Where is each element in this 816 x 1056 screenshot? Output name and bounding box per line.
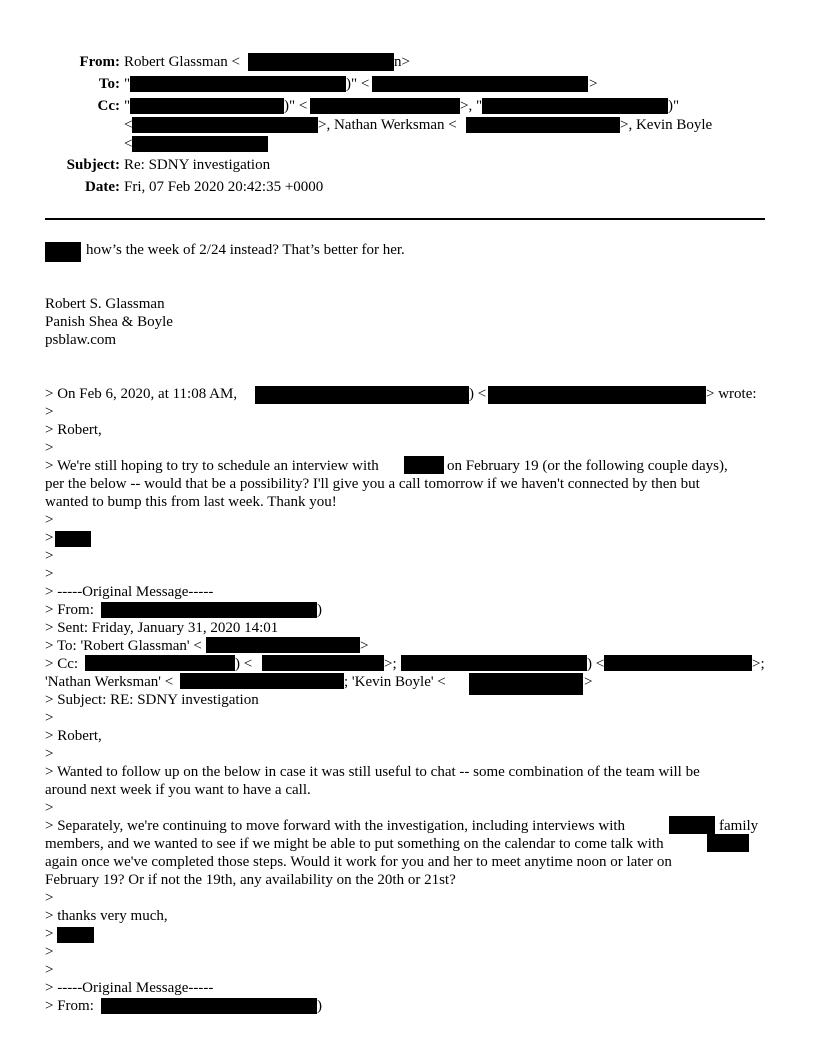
- to-quote: ": [124, 76, 131, 92]
- quote-sent: > Sent: Friday, January 31, 2020 14:01: [45, 620, 279, 636]
- quote-marker: >: [45, 926, 54, 942]
- quote-cc-sep3: ) <: [587, 656, 605, 672]
- quote-text: > Wanted to follow up on the below in case it was still useful to chat -- some combination of the team will be: [45, 764, 700, 780]
- quote-cc-end: >;: [752, 656, 765, 672]
- signature-site: psblaw.com: [45, 332, 117, 348]
- redaction-block: [130, 98, 284, 114]
- redaction-block: [401, 655, 587, 671]
- cc-sep2: >, ": [460, 98, 483, 114]
- quote-subject: > Subject: RE: SDNY investigation: [45, 692, 259, 708]
- quote-marker: >: [45, 566, 54, 582]
- quote-marker: >: [45, 962, 54, 978]
- redaction-block: [372, 76, 588, 92]
- original-message-marker: > -----Original Message-----: [45, 980, 214, 996]
- header-divider: [45, 218, 765, 220]
- quote-marker: >: [45, 710, 54, 726]
- quote-text: per the below -- would that be a possibility? I'll give you a call tomorrow if we haven't connected by then but: [45, 476, 700, 492]
- cc2-nathan: >, Nathan Werksman <: [318, 117, 457, 133]
- redaction-block: [482, 98, 668, 114]
- quote-text: > Separately, we're continuing to move forward with the investigation, including interviews with: [45, 818, 626, 834]
- redaction-block: [466, 117, 620, 133]
- quote-text: on February 19 (or the following couple days),: [447, 458, 728, 474]
- redaction-block: [132, 136, 268, 152]
- redaction-block: [132, 117, 318, 133]
- quote-marker: >: [45, 944, 54, 960]
- to-end: >: [589, 76, 598, 92]
- quote-marker: >: [45, 548, 54, 564]
- cc-sep: )" <: [284, 98, 308, 114]
- quote-wrote: > wrote:: [706, 386, 757, 402]
- redaction-block: [669, 816, 715, 834]
- redaction-block: [130, 76, 346, 92]
- date-value: Fri, 07 Feb 2020 20:42:35 +0000: [124, 179, 324, 195]
- quote-greeting: > Robert,: [45, 422, 102, 438]
- quote-text: > We're still hoping to try to schedule an interview with: [45, 458, 379, 474]
- redaction-block: [180, 673, 344, 689]
- quote-paren: ): [317, 998, 322, 1014]
- cc-end: )": [668, 98, 680, 114]
- redaction-block: [206, 637, 360, 653]
- redaction-block: [255, 386, 469, 404]
- quote-cc-sep2: >;: [384, 656, 397, 672]
- date-label: Date:: [85, 179, 120, 195]
- quote-thanks: > thanks very much,: [45, 908, 168, 924]
- quote-text: February 19? Or if not the 19th, any availability on the 20th or 21st?: [45, 872, 456, 888]
- quote-to: > To: 'Robert Glassman' <: [45, 638, 202, 654]
- quote-text: again once we've completed those steps. Would it work for you and her to meet anytime noon or later on: [45, 854, 672, 870]
- quote-text: wanted to bump this from last week. Thank you!: [45, 494, 337, 510]
- redaction-block: [45, 242, 81, 262]
- redaction-block: [469, 673, 583, 695]
- signature-firm: Panish Shea & Boyle: [45, 314, 173, 330]
- quote-marker: >: [45, 404, 54, 420]
- quote-greeting: > Robert,: [45, 728, 102, 744]
- redaction-block: [101, 602, 317, 618]
- quote-marker: >: [45, 530, 54, 546]
- redaction-block: [248, 53, 394, 71]
- quote-kevin: ; 'Kevin Boyle' <: [344, 674, 446, 690]
- quote-text: members, and we wanted to see if we might be able to put something on the calendar to come talk with: [45, 836, 664, 852]
- to-sep: )" <: [346, 76, 370, 92]
- quote-from: > From:: [45, 602, 94, 618]
- quote-paren: ): [317, 602, 322, 618]
- quote-cc-sep: ) <: [235, 656, 253, 672]
- cc-quote: ": [124, 98, 131, 114]
- quote-nathan: 'Nathan Werksman' <: [45, 674, 174, 690]
- signature-name: Robert S. Glassman: [45, 296, 165, 312]
- from-label: From:: [79, 54, 120, 70]
- quote-sep: ) <: [469, 386, 487, 402]
- redaction-block: [707, 834, 749, 852]
- quote-from: > From:: [45, 998, 94, 1014]
- quote-marker: >: [45, 746, 54, 762]
- cc3-start: <: [124, 136, 133, 152]
- redaction-block: [404, 456, 444, 474]
- redaction-block: [488, 386, 706, 404]
- cc2-start: <: [124, 117, 133, 133]
- redaction-block: [101, 998, 317, 1014]
- redaction-block: [57, 927, 94, 943]
- cc-label: Cc:: [97, 98, 120, 114]
- cc2-kevin: >, Kevin Boyle: [620, 117, 713, 133]
- redaction-block: [55, 531, 91, 547]
- quote-marker: >: [45, 512, 54, 528]
- quote-header: > On Feb 6, 2020, at 11:08 AM,: [45, 386, 238, 402]
- redaction-block: [85, 655, 235, 671]
- quote-marker: >: [45, 890, 54, 906]
- quote-marker: >: [45, 440, 54, 456]
- from-value-start: Robert Glassman <: [124, 54, 240, 70]
- quote-marker: >: [45, 800, 54, 816]
- quote-to-end: >: [360, 638, 369, 654]
- to-label: To:: [98, 76, 120, 92]
- subject-label: Subject:: [66, 157, 120, 173]
- original-message-marker: > -----Original Message-----: [45, 584, 214, 600]
- redaction-block: [310, 98, 460, 114]
- reply-line: how’s the week of 2/24 instead? That’s better for her.: [86, 242, 405, 258]
- quote-text: family: [719, 818, 759, 834]
- quote-cc: > Cc:: [45, 656, 79, 672]
- from-value-end: n>: [394, 54, 410, 70]
- subject-value: Re: SDNY investigation: [124, 157, 271, 173]
- quote-kevin-end: >: [584, 674, 593, 690]
- redaction-block: [262, 655, 384, 671]
- redaction-block: [604, 655, 752, 671]
- quote-text: around next week if you want to have a call.: [45, 782, 311, 798]
